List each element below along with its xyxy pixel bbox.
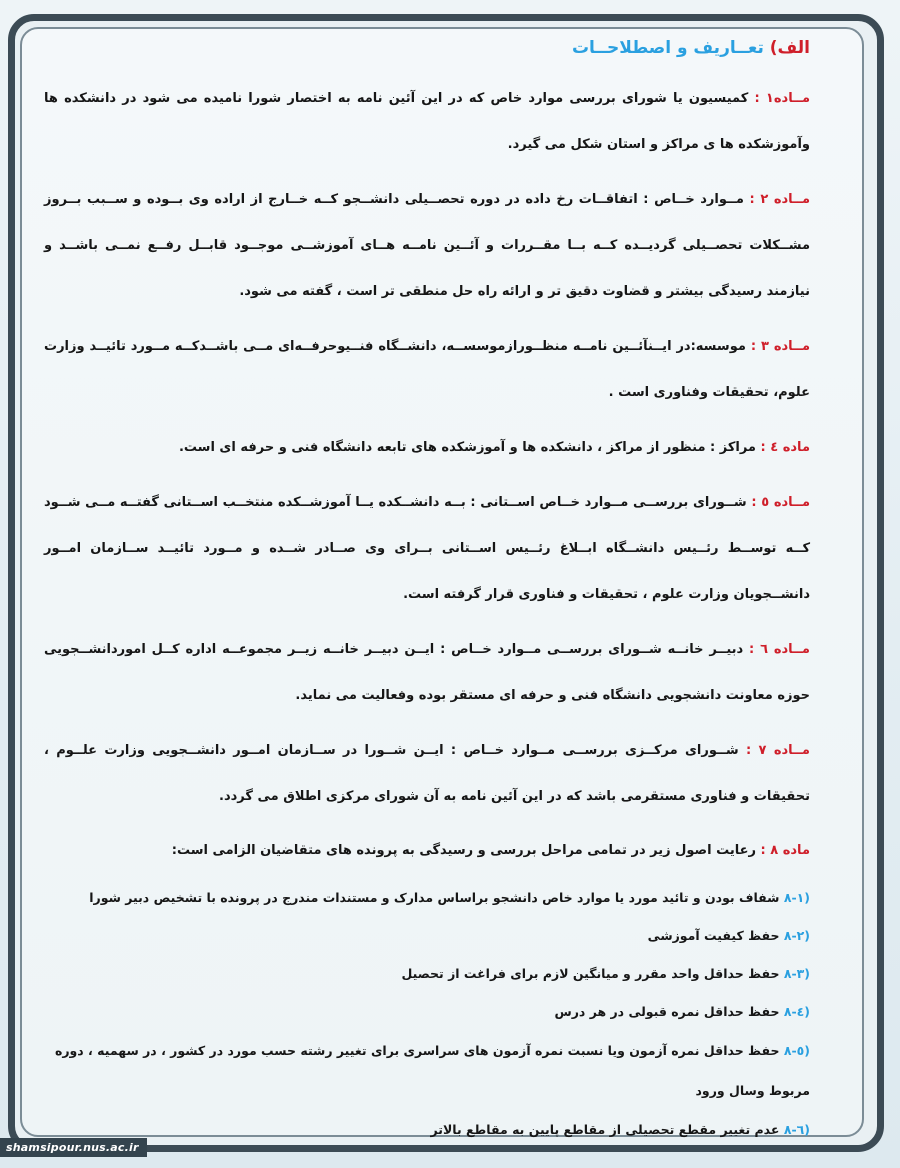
list-item-text: حفظ حداقل نمره قبولی در هر درس xyxy=(554,1004,780,1019)
article-8 xyxy=(44,829,810,873)
article-label: ماده ۸ : xyxy=(760,843,810,858)
article-text: کمیسیون یا شورای بررسی موارد خاص که در این آئین نامه به اختصار شورا نامیده می شود در دانشکده ها وآموزشکده ها ی مراکز و استان شکل می گیرد. xyxy=(44,91,810,152)
article-7 xyxy=(44,728,810,820)
list-item-number: ۸-٤) xyxy=(783,1004,810,1019)
article-3 xyxy=(44,324,810,416)
article-text: دبیــر خانــه شــورای بررســی مــوارد خــاص : ایــن دبیــر خانــه زیــر مجموعــه اداره کــل اموردانشــجویی حوزه معاونت دانشجویی دانشگاه فنی و حرفه ای مستقر بوده وفعالیت می نماید. xyxy=(44,642,810,703)
article-label: مــاده ۷ : xyxy=(746,743,810,758)
article-text: شــورای بررســی مــوارد خــاص اســتانی : بــه دانشــکده یــا آموزشــکده منتخــب اســتانی گفتــه مــی شــود کــه توســط رئــیس دانشــگاه ابــلاغ رئــیس اســتانی بــرای وی صــادر شــده و مــورد تائیــد ســازمان امــور دانشــجویان وزارت علوم ، تحقیقات و فناوری قرار گرفته است. xyxy=(44,495,810,602)
section-heading xyxy=(44,36,810,60)
article-text: رعایت اصول زیر در تمامی مراحل بررسی و رسیدگی به پرونده های متقاضیان الزامی است: xyxy=(171,843,756,858)
list-item xyxy=(44,1111,810,1149)
site-url-tag: shamsipour.nus.ac.ir xyxy=(0,1138,147,1157)
list-item-number: ۸-۳) xyxy=(783,966,810,981)
article-label: مــاده۱ : xyxy=(754,91,811,106)
section-heading-prefix: الف) xyxy=(769,38,810,58)
article-4 xyxy=(44,425,810,471)
article-text: مراکز : منظور از مراکز ، دانشکده ها و آموزشکده های تابعه دانشگاه فنی و حرفه ای است. xyxy=(178,440,756,455)
list-item-text: حفظ حداقل نمره آزمون ویا نسبت نمره آزمون های سراسری برای تغییر رشته حسب مورد در کشور ، در سهمیه ، دوره مربوط وسال ورود xyxy=(54,1043,810,1098)
section-heading-title: تعــاریف و اصطلاحــات xyxy=(571,38,764,58)
list-item xyxy=(44,955,810,993)
list-item-number: ۸-٥) xyxy=(783,1043,810,1058)
list-item xyxy=(44,1031,810,1111)
article-2 xyxy=(44,177,810,315)
list-item xyxy=(44,879,810,917)
document-body xyxy=(44,36,810,1149)
article-label: مــاده ٦ : xyxy=(749,642,810,657)
list-item-text: عدم تغییر مقطع تحصیلی از مقاطع پایین به مقاطع بالاتر xyxy=(430,1122,780,1137)
list-item xyxy=(44,917,810,955)
article-6 xyxy=(44,627,810,719)
article-text: مــوارد خــاص : اتفاقــات رخ داده در دوره تحصــیلی دانشــجو کــه خــارج از اراده وی بــوده و ســبب بــروز مشــکلات تحصــیلی گردیــده کــه بــا مقــررات و آئــین نامــه هــای آموزشــی موجــود قابــل رفــع نمــی باشــد و نیازمند رسیدگی بیشتر و قضاوت دقیق تر و ارائه راه حل منطقی تر است ، گفته می شود. xyxy=(44,192,810,299)
list-item xyxy=(44,993,810,1031)
article-5 xyxy=(44,480,810,618)
article-label: مــاده ۲ : xyxy=(749,192,810,207)
article-label: مــاده ٥ : xyxy=(751,495,810,510)
article-text: موسسه:در ایــنآئــین نامــه منظــورازموسســه، دانشــگاه فنــیوحرفــه‌ای مــی باشــدکــه مــورد تائیــد وزارت علوم، تحقیقات وفناوری است . xyxy=(44,339,810,400)
list-item-text: حفظ کیفیت آموزشی xyxy=(647,928,780,943)
list-item-text: حفظ حداقل واحد مقرر و میانگین لازم برای فراغت از تحصیل xyxy=(401,966,780,981)
article-label: مــاده ۳ : xyxy=(750,339,810,354)
article-1 xyxy=(44,76,810,168)
article-label: ماده ٤ : xyxy=(760,440,810,455)
list-item-number: ۸-۱) xyxy=(783,890,810,905)
list-item-number: ۸-٦) xyxy=(783,1122,810,1137)
article-text: شــورای مرکــزی بررســی مــوارد خــاص : ایــن شــورا در ســازمان امــور دانشــجویی وزارت علــوم ، تحقیقات و فناوری مستقرمی باشد که در این آئین نامه به آن شورای مرکزی اطلاق می گردد. xyxy=(44,743,810,804)
list-item-text: شفاف بودن و تائید مورد یا موارد خاص دانشجو براساس مدارک و مستندات مندرج در پرونده با تشخیص دبیر شورا xyxy=(89,890,780,905)
list-item-number: ۸-۲) xyxy=(783,928,810,943)
